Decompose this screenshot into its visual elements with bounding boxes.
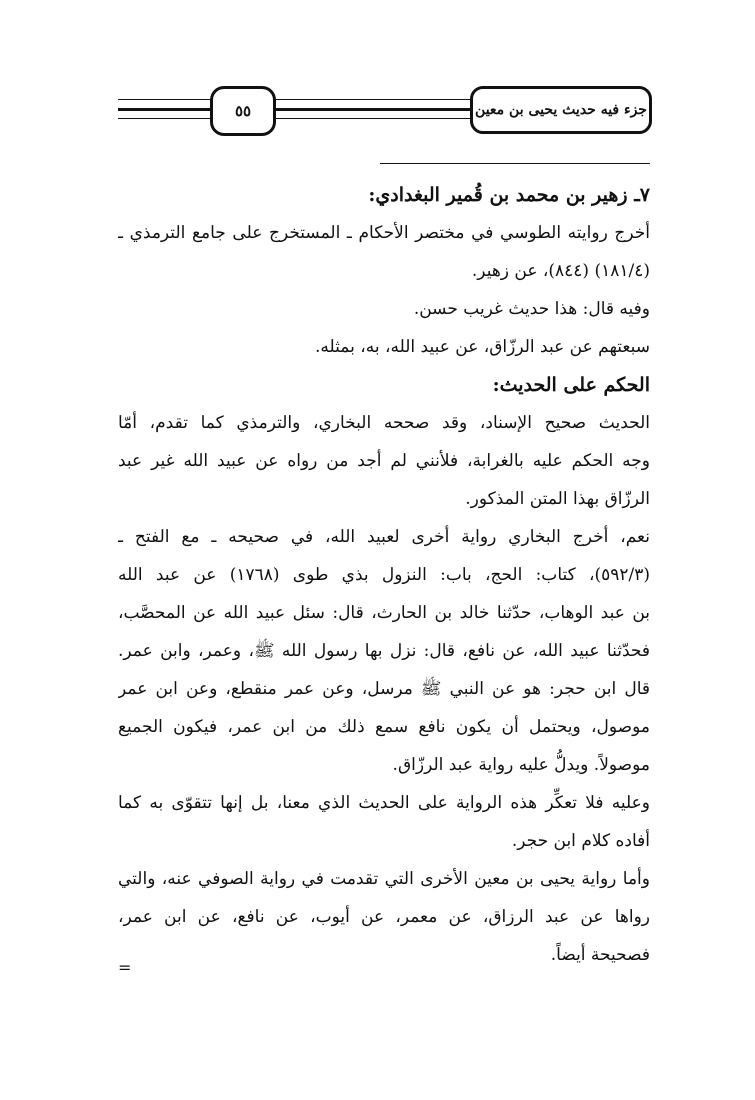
text-line: الحديث صحيح الإسناد، وقد صححه البخاري، والترمذي كما تقدم، أمّا xyxy=(118,413,650,433)
text-line: وفيه قال: هذا حديث غريب حسن. xyxy=(413,299,650,319)
section-heading: ٧ـ زهير بن محمد بن قُمير البغدادي: xyxy=(368,184,650,206)
text-line: قال ابن حجر: هو عن النبي ﷺ مرسل، وعن عمر منقطع، وعن ابن عمر xyxy=(118,679,650,699)
text-line: سبعتهم عن عبد الرزّاق، عن عبيد الله، به، بمثله. xyxy=(315,337,650,357)
text-line: موصولاً. ويدلُّ عليه رواية عبد الرزّاق. xyxy=(392,755,650,775)
page-header xyxy=(118,86,652,132)
text-line: نعم، أخرج البخاري رواية أخرى لعبيد الله، في صحيحه ـ مع الفتح ـ xyxy=(118,527,650,547)
text-line: (٥٩٢/٣)، كتاب: الحج، باب: النزول بذي طوى (١٧٦٨) عن عبد الله xyxy=(118,565,650,585)
text-line: فحدّثنا عبيد الله، عن نافع، قال: نزل بها رسول الله ﷺ، وعمر، وابن عمر. xyxy=(118,641,650,661)
text-line: رواها عن عبد الرزاق، عن معمر، عن أيوب، عن نافع، عن ابن عمر، xyxy=(118,907,650,927)
text-line: موصول، ويحتمل أن يكون نافع سمع ذلك من ابن عمر، فيكون الجميع xyxy=(118,717,650,737)
page-number: ٥٥ xyxy=(210,86,276,136)
header-rule-thick xyxy=(118,108,472,111)
header-rule-thin-bottom xyxy=(118,118,472,119)
text-line: وجه الحكم عليه بالغرابة، فلأنني لم أجد من رواه عن عبيد الله غير عبد xyxy=(118,451,650,471)
book-title: جزء فيه حديث يحيى بن معين xyxy=(470,86,652,134)
continuation-mark: = xyxy=(118,958,132,977)
section-heading: الحكم على الحديث: xyxy=(492,374,650,396)
text-line: وعليه فلا تعكِّر هذه الرواية على الحديث الذي معنا، بل إنها تتقوّى به كما xyxy=(118,793,650,813)
text-line: الرزّاق بهذا المتن المذكور. xyxy=(465,489,650,509)
section-divider xyxy=(380,163,650,164)
text-line: (١٨١/٤) (٨٤٤)، عن زهير. xyxy=(471,261,650,281)
page-body xyxy=(118,176,650,974)
header-rule-thin-top xyxy=(118,99,472,100)
text-line: أفاده كلام ابن حجر. xyxy=(511,831,650,851)
text-line: أخرج روايته الطوسي في مختصر الأحكام ـ المستخرج على جامع الترمذي ـ xyxy=(118,223,650,243)
text-line: بن عبد الوهاب، حدّثنا خالد بن الحارث، قال: سئل عبيد الله عن المحصَّب، xyxy=(118,603,650,623)
text-line: وأما رواية يحيى بن معين الأخرى التي تقدمت في رواية الصوفي عنه، والتي xyxy=(118,869,650,889)
text-line: فصحيحة أيضاً. xyxy=(550,945,650,965)
